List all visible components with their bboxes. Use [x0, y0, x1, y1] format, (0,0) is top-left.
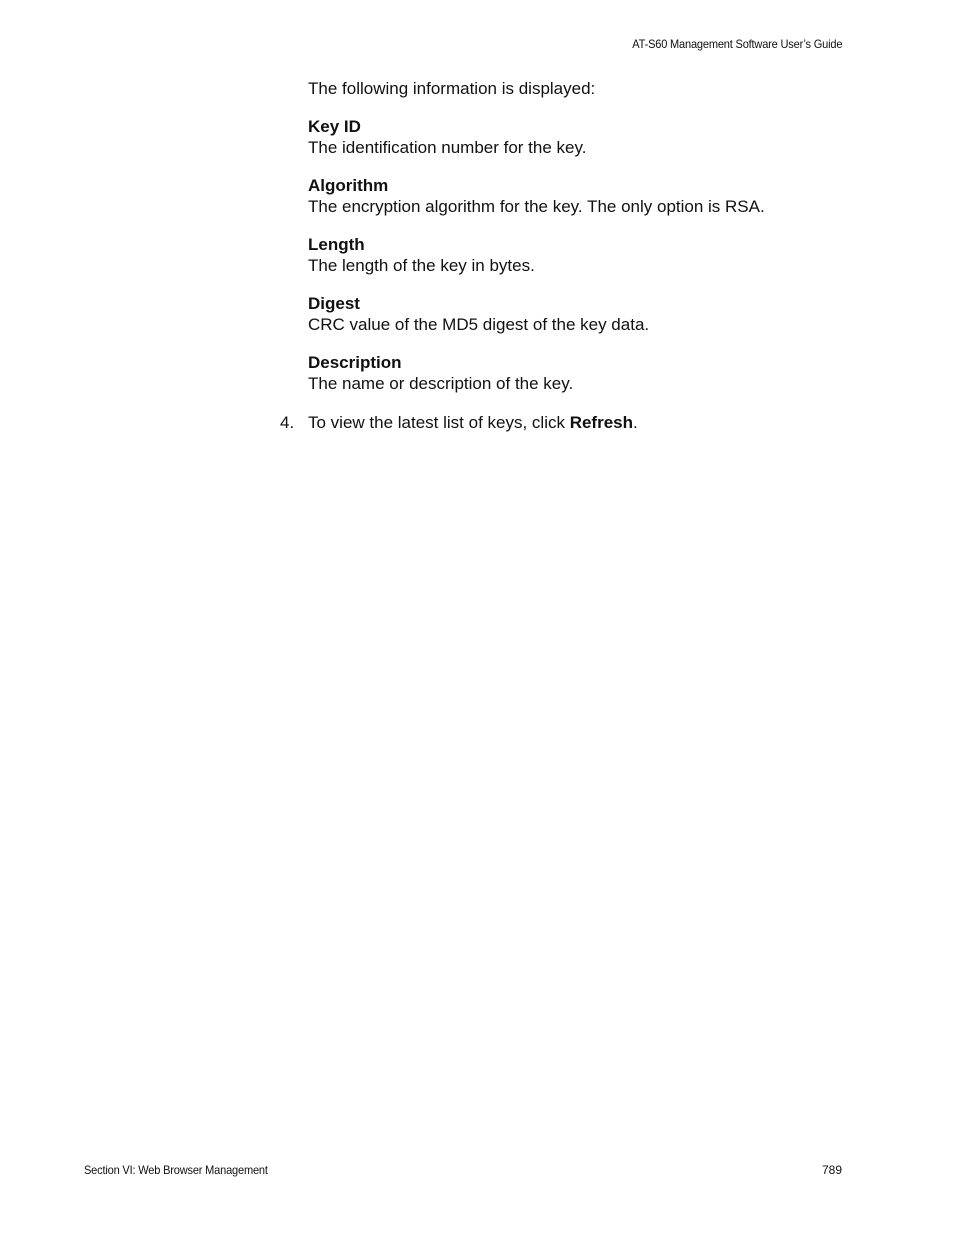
field-term: Description: [308, 353, 402, 372]
field-description: The name or description of the key.: [308, 374, 574, 393]
field-description: The length of the key in bytes.: [308, 256, 535, 275]
field-digest: [308, 293, 868, 335]
field-description: CRC value of the MD5 digest of the key data.: [308, 315, 650, 334]
step-text: To view the latest list of keys, click: [308, 413, 570, 432]
field-description: The encryption algorithm for the key. The only option is RSA.: [308, 197, 765, 216]
field-term: Length: [308, 235, 365, 254]
field-description-entry: [308, 352, 868, 394]
field-description-list: [308, 78, 868, 411]
field-term: Key ID: [308, 117, 361, 136]
field-term: Algorithm: [308, 176, 389, 195]
intro-text: The following information is displayed:: [308, 79, 596, 98]
field-description: The identification number for the key.: [308, 138, 587, 157]
field-length: [308, 234, 868, 276]
step-text-end: .: [633, 413, 638, 432]
running-header: AT-S60 Management Software User’s Guide: [631, 37, 842, 51]
page-number: 789: [821, 1163, 842, 1177]
field-term: Digest: [308, 294, 360, 313]
field-algorithm: [308, 175, 868, 217]
step-number: 4.: [280, 413, 295, 432]
step-4: [280, 412, 638, 433]
field-key-id: [308, 116, 868, 158]
refresh-label: Refresh: [569, 413, 634, 432]
footer-section: Section VI: Web Browser Management: [84, 1163, 268, 1177]
